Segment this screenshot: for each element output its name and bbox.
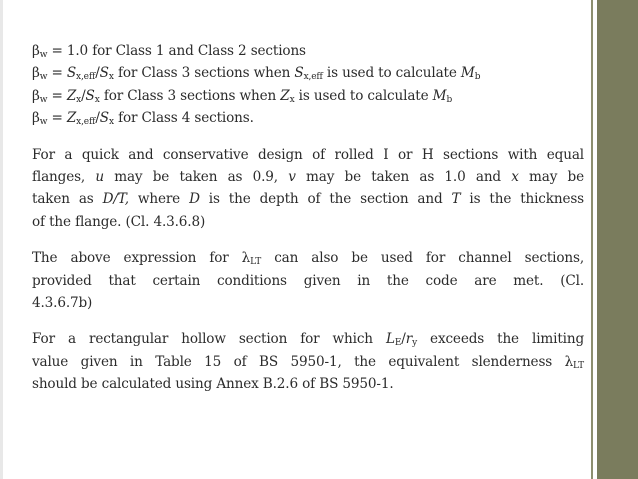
para3-line-1: For a rectangular hollow section for which $L_E/r_y$ exceeds the limiting bbox=[32, 331, 584, 349]
para3-line-3: should be calculated using Annex B.2.6 of BS 5950-1. bbox=[32, 376, 394, 393]
para2-line-1: The above expression for $\lambda_{LT}$ can also be used for channel sections, bbox=[32, 250, 584, 268]
paragraph-hollow-section bbox=[32, 328, 584, 395]
para1-line-3: taken as D/T, where D is the depth of the section and T is the thickness bbox=[32, 191, 585, 208]
paragraph-channel-sections bbox=[32, 247, 584, 314]
formula-line-1: $\beta_w = 1.0$ for Class 1 and Class 2 sections bbox=[32, 43, 306, 60]
formula-line-4: $\beta_w = Z_{x,eff}/S_x$ for Class 4 sections. bbox=[32, 110, 254, 128]
para3-line-2: value given in Table 15 of BS 5950-1, the equivalent slenderness $\lambda_{LT}$ bbox=[32, 353, 584, 371]
decorative-divider-line bbox=[591, 0, 593, 479]
para1-line-2: flanges, u may be taken as 0.9, v may be taken as 1.0 and x may be bbox=[32, 168, 584, 185]
para2-line-2: provided that certain conditions given in the code are met. (Cl. bbox=[32, 272, 584, 289]
slide-left-edge bbox=[0, 0, 3, 479]
formula-line-2: $\beta_w = S_{x,eff}/S_x$ for Class 3 sections when $S_{x,eff}$ is used to calculate $M_b$ bbox=[32, 65, 481, 83]
para1-line-4: of the flange. (Cl. 4.3.6.8) bbox=[32, 213, 206, 230]
para1-line-1: For a quick and conservative design of rolled I or H sections with equal bbox=[32, 146, 584, 163]
slide-body bbox=[32, 40, 584, 396]
paragraph-quick-design bbox=[32, 144, 584, 234]
decorative-side-bar bbox=[597, 0, 638, 479]
para2-line-3: 4.3.6.7b) bbox=[32, 295, 93, 311]
formula-line-3: $\beta_w = Z_x/S_x$ for Class 3 sections when $Z_x$ is used to calculate $M_b$ bbox=[32, 87, 453, 105]
